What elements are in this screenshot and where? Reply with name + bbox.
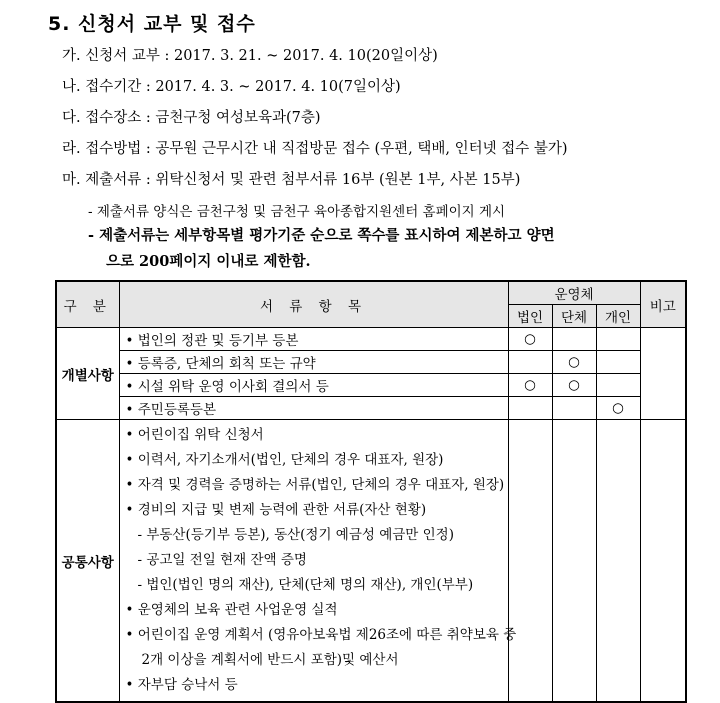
- mark-group: [552, 420, 596, 703]
- mark-group: ○: [552, 351, 596, 374]
- header-corp: 법인: [508, 305, 552, 328]
- documents-table: [55, 280, 687, 703]
- list-item: - 부동산(등기부 등본), 동산(정기 예금성 예금만 인정): [137, 527, 454, 543]
- mark-corp: ○: [508, 328, 552, 351]
- category-common: 공통사항: [56, 420, 119, 703]
- table-row: [56, 420, 686, 703]
- common-items-cell: [119, 420, 517, 703]
- mark-corp: [508, 351, 552, 374]
- item-documents: 마. 제출서류 : 위탁신청서 및 관련 첨부서류 16부 (원본 1부, 사본 15부): [62, 172, 521, 188]
- table-row: [56, 397, 686, 420]
- header-individual: 개인: [596, 305, 640, 328]
- list-item: • 자격 및 경력을 증명하는 서류(법인, 단체의 경우 대표자, 원장): [125, 477, 505, 493]
- mark-group: ○: [552, 374, 596, 397]
- remarks-cell: [640, 328, 686, 420]
- item-receipt-place: 다. 접수장소 : 금천구청 여성보육과(7층): [62, 110, 321, 126]
- list-item: • 운영체의 보육 관련 사업운영 실적: [125, 602, 338, 618]
- item-receipt-period: 나. 접수기간 : 2017. 4. 3. ~ 2017. 4. 10(7일이상): [62, 79, 401, 95]
- row-item: • 시설 위탁 운영 이사회 결의서 등: [119, 374, 508, 397]
- note-binding-line1: - 제출서류는 세부항목별 평가기준 순으로 쪽수를 표시하여 제본하고 양면: [88, 227, 555, 244]
- list-item: • 이력서, 자기소개서(법인, 단체의 경우 대표자, 원장): [125, 452, 444, 468]
- row-item: • 법인의 정관 및 등기부 등본: [119, 328, 508, 351]
- note-forms-posted: - 제출서류 양식은 금천구청 및 금천구 육아종합지원센터 홈페이지 게시: [88, 204, 506, 220]
- mark-group: [552, 397, 596, 420]
- table-row: [56, 351, 686, 374]
- header-operator: 운영체: [508, 281, 640, 305]
- header-items: 서 류 항 목: [119, 281, 508, 328]
- mark-corp: ○: [508, 374, 552, 397]
- mark-individual: [596, 351, 640, 374]
- category-individual: 개별사항: [56, 328, 119, 420]
- list-item: • 어린이집 위탁 신청서: [125, 427, 264, 443]
- mark-corp: [508, 397, 552, 420]
- list-item: - 공고일 전일 현재 잔액 증명: [137, 552, 307, 568]
- remarks-cell: [640, 420, 686, 703]
- list-item: • 어린이집 운영 계획서 (영유아보육법 제26조에 따른 취약보육 중: [125, 627, 517, 643]
- mark-individual: ○: [596, 397, 640, 420]
- row-item: • 주민등록등본: [119, 397, 508, 420]
- list-item: • 자부담 승낙서 등: [125, 677, 238, 693]
- row-item: • 등록증, 단체의 회칙 또는 규약: [119, 351, 508, 374]
- item-receipt-method: 라. 접수방법 : 공무원 근무시간 내 직접방문 접수 (우편, 택배, 인터넷 접수 불가): [62, 141, 568, 157]
- header-remarks: 비고: [640, 281, 686, 328]
- note-binding-line2: 으로 200페이지 이내로 제한함.: [106, 253, 311, 270]
- list-item: - 법인(법인 명의 재산), 단체(단체 명의 재산), 개인(부부): [137, 577, 474, 593]
- mark-corp: [508, 420, 552, 703]
- mark-individual: [596, 328, 640, 351]
- section-heading: 5. 신청서 교부 및 접수: [48, 13, 256, 35]
- header-group: 단체: [552, 305, 596, 328]
- header-category: 구 분: [56, 281, 119, 328]
- list-item: • 경비의 지급 및 변제 능력에 관한 서류(자산 현황): [125, 502, 427, 518]
- item-issue-period: 가. 신청서 교부 : 2017. 3. 21. ~ 2017. 4. 10(20일이상): [62, 48, 438, 64]
- table-row: [56, 374, 686, 397]
- mark-individual: [596, 374, 640, 397]
- list-item: 2개 이상을 계획서에 반드시 포함)및 예산서: [141, 652, 399, 668]
- mark-group: [552, 328, 596, 351]
- mark-individual: [596, 420, 640, 703]
- table-row: [56, 328, 686, 351]
